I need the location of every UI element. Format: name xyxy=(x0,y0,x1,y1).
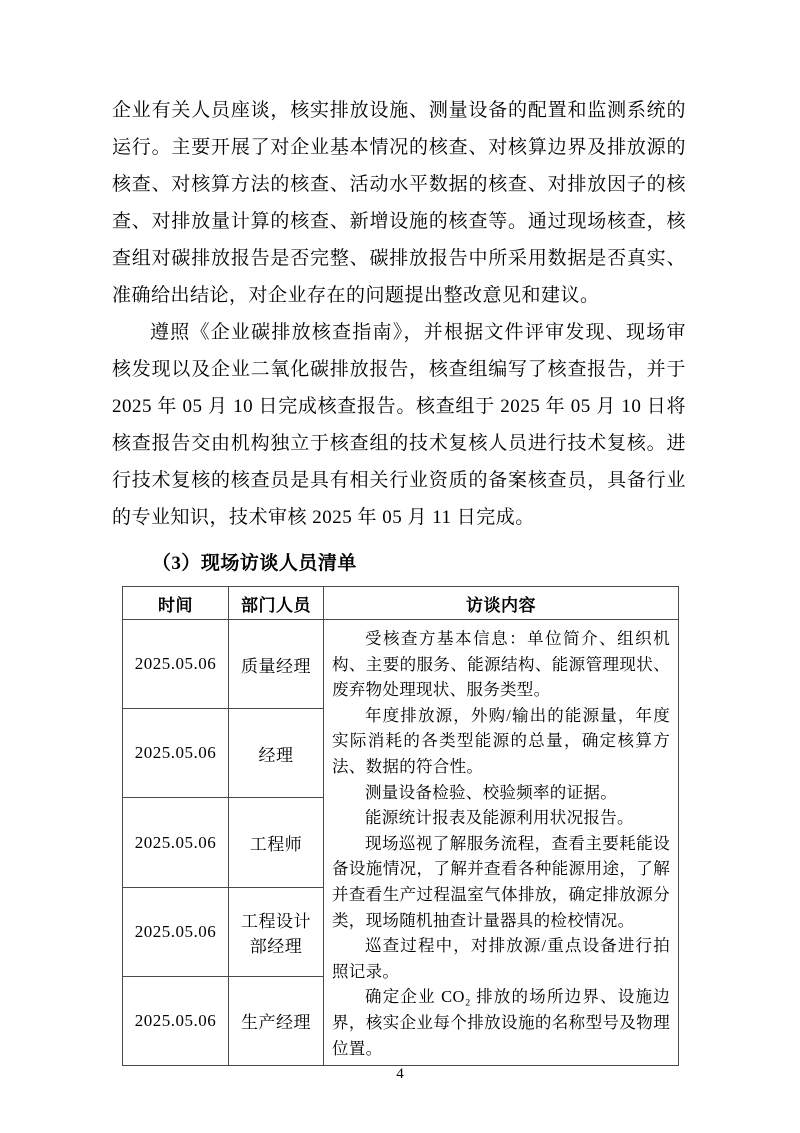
interview-person: 生产经理 xyxy=(229,976,324,1065)
interview-person: 工程师 xyxy=(229,798,324,887)
section-heading-interview-list: （3）现场访谈人员清单 xyxy=(151,553,357,574)
content-paragraph: 确定企业 CO₂ 排放的场所边界、设施边界，核实企业每个排放设施的名称型号及物理位置。 xyxy=(332,987,670,1058)
paragraph-report-schedule: 遵照《企业碳排放核查指南》，并根据文件评审发现、现场审核发现以及企业二氧化碳排放报告，核查组编写了核查报告，并于 2025 年 05 月 10 日完成核查报告。核查组于 2025 年 05 月 10 日将核查报告交由机构独立于核查组的技术复核人员进行技术复核。进行技术复核的核查员是具有相关行业资质的备案核查员，具备行业的专业知识，技术审核 2025 年 05 月 11 日完成。 xyxy=(112,322,686,528)
content-paragraph: 测量设备检验、校验频率的证据。 xyxy=(365,782,617,802)
interview-date: 2025.05.06 xyxy=(123,709,229,798)
content-paragraph: 现场巡视了解服务流程，查看主要耗能设备设施情况，了解并查看各种能源用途，了解并查看生产过程温室气体排放，确定排放源分类，现场随机抽查计量器具的检校情况。 xyxy=(332,833,670,930)
column-header-content: 访谈内容 xyxy=(324,587,679,620)
content-paragraph: 巡查过程中，对排放源/重点设备进行拍照记录。 xyxy=(332,936,670,981)
column-header-time: 时间 xyxy=(123,587,229,620)
paragraph-site-verification: 企业有关人员座谈，核实排放设施、测量设备的配置和监测系统的运行。主要开展了对企业基本情况的核查、对核算边界及排放源的核查、对核算方法的核查、活动水平数据的核查、对排放因子的核查、对排放量计算的核查、新增设施的核查等。通过现场核查，核查组对碳排放报告是否完整、碳排放报告中所采用数据是否真实、准确给出结论，对企业存在的问题提出整改意见和建议。 xyxy=(112,100,686,306)
interview-person: 经理 xyxy=(229,709,324,798)
interview-table xyxy=(122,586,679,1066)
content-paragraph: 年度排放源，外购/输出的能源量，年度实际消耗的各类型能源的总量，确定核算方法、数据的符合性。 xyxy=(332,705,670,776)
table-header-row xyxy=(123,587,679,620)
interview-date: 2025.05.06 xyxy=(123,976,229,1065)
interview-content-cell xyxy=(324,620,679,1066)
interview-date: 2025.05.06 xyxy=(123,887,229,976)
interview-date: 2025.05.06 xyxy=(123,798,229,887)
content-paragraph: 能源统计报表及能源利用状况报告。 xyxy=(365,808,634,828)
page-number: 4 xyxy=(396,1066,404,1082)
interview-person: 质量经理 xyxy=(229,620,324,709)
interview-date: 2025.05.06 xyxy=(123,620,229,709)
column-header-personnel: 部门人员 xyxy=(229,587,324,620)
content-paragraph: 受核查方基本信息：单位简介、组织机构、主要的服务、能源结构、能源管理现状、废弃物处理现状、服务类型。 xyxy=(332,629,670,700)
table-row xyxy=(123,620,679,709)
interview-person: 工程设计部经理 xyxy=(229,887,324,976)
